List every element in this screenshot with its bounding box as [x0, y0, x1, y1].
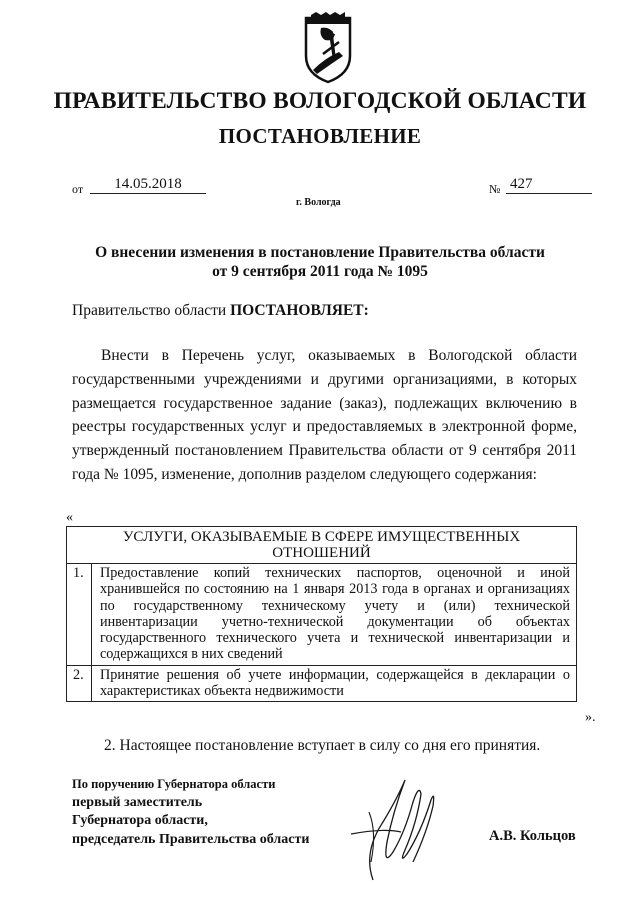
- coat-of-arms-icon: [303, 12, 353, 84]
- city-label: г. Вологда: [296, 197, 341, 208]
- services-table: [66, 526, 577, 702]
- document-number: 427: [506, 176, 592, 194]
- signer-name: А.В. Кольцов: [489, 828, 576, 844]
- subject-line-2: от 9 сентября 2011 года № 1095: [212, 263, 428, 280]
- signer-line-2: первый заместитель: [72, 794, 203, 810]
- signer-block: [72, 775, 309, 849]
- handwritten-signature-icon: [343, 772, 443, 882]
- table-heading-row: [67, 527, 577, 564]
- document-subject: [0, 243, 640, 281]
- org-title: ПРАВИТЕЛЬСТВО ВОЛОГОДСКОЙ ОБЛАСТИ: [53, 88, 587, 114]
- row-text: Принятие решения об учете информации, содержащейся в декларации о характеристиках объекта недвижимости: [92, 665, 577, 702]
- document-type: ПОСТАНОВЛЕНИЕ: [218, 124, 422, 148]
- table-heading: УСЛУГИ, ОКАЗЫВАЕМЫЕ В СФЕРЕ ИМУЩЕСТВЕННЫХ ОТНОШЕНИЙ: [67, 527, 577, 564]
- point-2: 2. Настоящее постановление вступает в силу со дня его принятия.: [104, 737, 541, 754]
- document-date: 14.05.2018: [90, 176, 206, 194]
- close-quote: ».: [585, 710, 596, 725]
- row-number: 1.: [67, 564, 92, 666]
- paragraph-1: Внести в Перечень услуг, оказываемых в Вологодской области государственными учреждениями и другими организациями, в которых размещается государственное задание (заказ), подлежащих включению в реестры государственных услуг и предоставляемых в электронной форме, утвержденный постановлением Правительства области от 9 сентября 2011 года № 1095, изменение, дополнив разделом следующего содержания:: [72, 347, 577, 483]
- signer-line-3: Губернатора области,: [72, 813, 208, 828]
- table-row: [67, 564, 577, 666]
- date-prefix: от: [72, 182, 84, 196]
- preamble-text: Правительство области: [72, 302, 231, 319]
- table-row: [67, 665, 577, 702]
- preamble-bold: ПОСТАНОВЛЯЕТ:: [230, 302, 369, 319]
- signer-line-1: По поручению Губернатора области: [72, 777, 276, 791]
- signer-line-4: председатель Правительства области: [72, 831, 310, 847]
- number-prefix: №: [489, 182, 501, 196]
- row-text: Предоставление копий технических паспортов, оценочной и иной хранившейся по состоянию на 1 января 2013 года в органах и организациях по государственному техническому учету и (или) технической инвентаризации учетно-технической документации об объектах государственного технического учета и технической инвентаризации и содержащихся в них сведений: [92, 564, 577, 666]
- row-number: 2.: [67, 665, 92, 702]
- subject-line-1: О внесении изменения в постановление Правительства области: [95, 244, 545, 261]
- preamble: [72, 302, 369, 320]
- open-quote: «: [66, 510, 73, 525]
